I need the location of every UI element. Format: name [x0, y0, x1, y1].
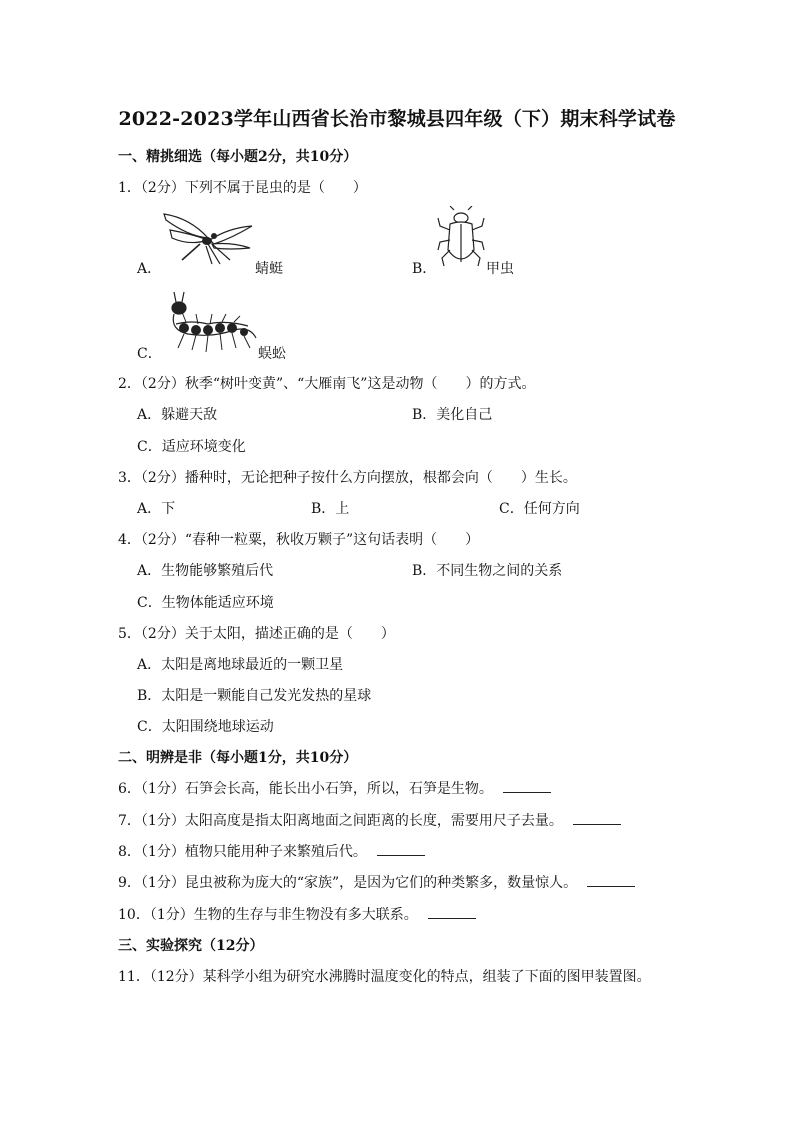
question-6-text: 6．（1分）石笋会长高，能长出小石笋，所以，石笋是生物。	[118, 781, 493, 797]
q3-option-a: A．下	[137, 501, 176, 517]
q4-option-b: B．不同生物之间的关系	[412, 563, 563, 579]
question-4-stem: 4．（2分）“春种一粒粟，秋收万颗子”这句话表明（ ）	[118, 532, 480, 548]
question-8	[118, 841, 425, 861]
section-heading-1: 一、精挑细选（每小题2分，共10分）	[118, 149, 358, 165]
question-7	[118, 810, 621, 830]
q4-option-a: A．生物能够繁殖后代	[137, 563, 274, 579]
q1-option-b-letter: B．	[412, 261, 437, 277]
centipede-icon	[162, 290, 258, 356]
page-title: 2022-2023学年山西省长治市黎城县四年级（下）期末科学试卷	[118, 108, 676, 130]
question-11-stem: 11．（12分）某科学小组为研究水沸腾时温度变化的特点，组装了下面的图甲装置图。	[118, 969, 651, 985]
question-9-text: 9．（1分）昆虫被称为庞大的“家族”，是因为它们的种类繁多，数量惊人。	[118, 875, 578, 891]
question-6	[118, 778, 551, 798]
answer-blank[interactable]	[428, 908, 476, 919]
q1-option-c-letter: C．	[137, 346, 162, 362]
q2-option-c: C．适应环境变化	[137, 439, 246, 455]
question-2-stem: 2．（2分）秋季“树叶变黄”、“大雁南飞”这是动物（ ）的方式。	[118, 376, 536, 392]
q5-option-b: B．太阳是一颗能自己发光发热的星球	[137, 688, 372, 704]
dragonfly-icon	[160, 208, 255, 266]
q4-option-c: C．生物体能适应环境	[137, 595, 274, 611]
answer-blank[interactable]	[587, 876, 635, 887]
q2-option-a: A．躲避天敌	[137, 407, 218, 423]
q3-option-b: B．上	[311, 501, 350, 517]
answer-blank[interactable]	[377, 845, 425, 856]
answer-blank[interactable]	[503, 782, 551, 793]
q1-option-c-label: 蜈蚣	[258, 346, 286, 362]
question-10-text: 10．（1分）生物的生存与非生物没有多大联系。	[118, 907, 418, 923]
q1-option-a-label: 蜻蜓	[255, 261, 283, 277]
q2-option-b: B．美化自己	[412, 407, 493, 423]
question-1-stem: 1．（2分）下列不属于昆虫的是（ ）	[118, 180, 367, 196]
section-heading-2: 二、明辨是非（每小题1分，共10分）	[118, 750, 358, 766]
beetle-icon	[436, 206, 486, 270]
answer-blank[interactable]	[573, 814, 621, 825]
section-heading-3: 三、实验探究（12分）	[118, 938, 264, 954]
question-8-text: 8．（1分）植物只能用种子来繁殖后代。	[118, 844, 367, 860]
question-5-stem: 5．（2分）关于太阳，描述正确的是（ ）	[118, 626, 395, 642]
q3-option-c: C．任何方向	[499, 501, 580, 517]
q5-option-c: C．太阳围绕地球运动	[137, 719, 274, 735]
question-3-stem: 3．（2分）播种时，无论把种子按什么方向摆放，根都会向（ ）生长。	[118, 470, 577, 486]
question-7-text: 7．（1分）太阳高度是指太阳离地面之间距离的长度，需要用尺子去量。	[118, 813, 563, 829]
question-9	[118, 872, 635, 892]
q1-option-a-letter: A．	[137, 261, 162, 277]
question-10	[118, 904, 476, 924]
q5-option-a: A．太阳是离地球最近的一颗卫星	[137, 657, 344, 673]
q1-option-b-label: 甲虫	[486, 261, 514, 277]
